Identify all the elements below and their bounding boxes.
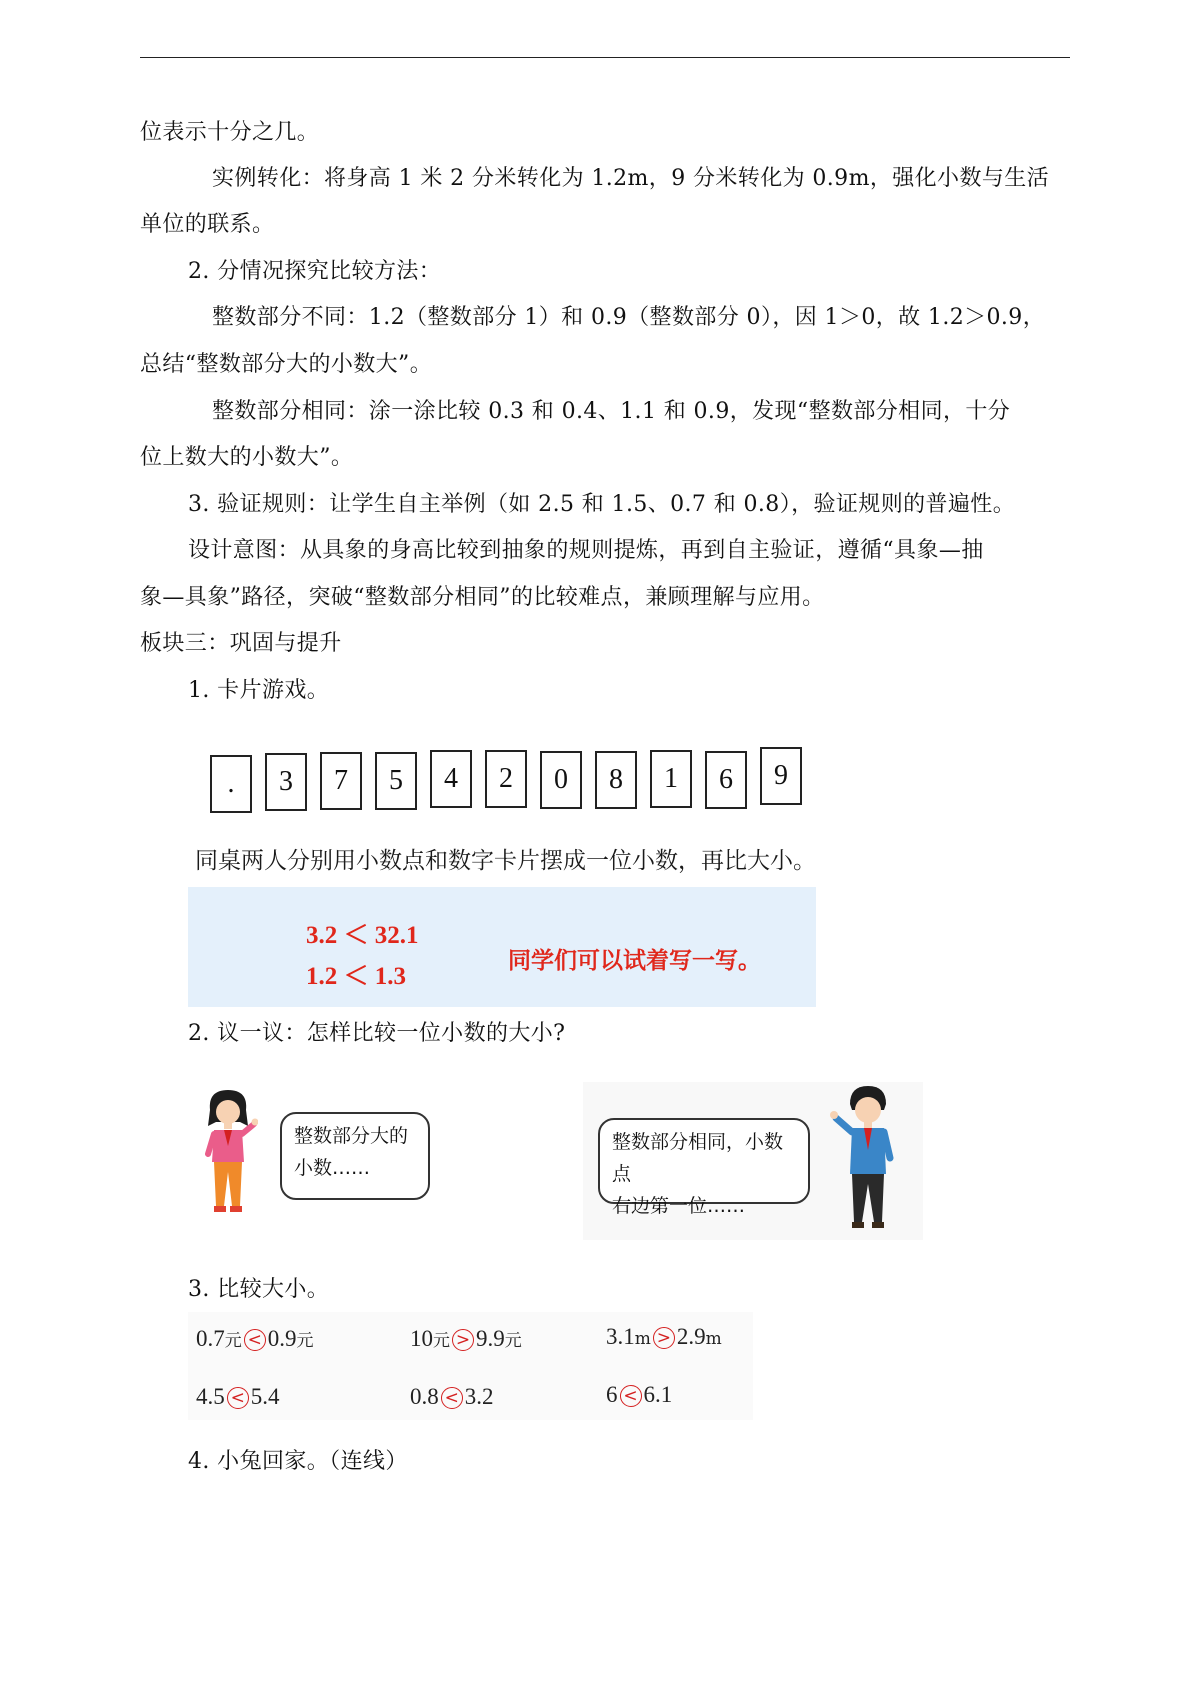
boy-illustration — [828, 1084, 900, 1234]
card: 5 — [375, 752, 417, 810]
comparison-symbol: < — [620, 1385, 642, 1407]
card: 4 — [430, 750, 472, 808]
section-title: 板块三：巩固与提升 — [140, 631, 342, 656]
card-instruction: 同桌两人分别用小数点和数字卡片摆成一位小数，再比大小。 — [195, 848, 816, 874]
girl-speech-bubble: 整数部分大的 小数…… — [280, 1112, 430, 1200]
paragraph: 实例转化：将身高 1 米 2 分米转化为 1.2m，9 分米转化为 0.9m，强化小数与生活 — [212, 166, 1050, 191]
question-heading: 2. 议一议：怎样比较一位小数的大小? — [188, 1021, 566, 1046]
header-rule — [140, 57, 1070, 58]
example-inequality: 3.2 ＜ 32.1 — [306, 922, 419, 949]
example-inequality: 1.2 ＜ 1.3 — [306, 963, 407, 990]
comparison-symbol: < — [441, 1387, 463, 1409]
girl-illustration — [198, 1088, 258, 1228]
card: 2 — [485, 750, 527, 808]
card: 6 — [705, 751, 747, 809]
comparison-symbol: > — [452, 1329, 474, 1351]
paragraph: 设计意图：从具象的身高比较到抽象的规则提炼，再到自主验证，遵循“具象—抽 — [188, 538, 984, 563]
digit-cards — [210, 750, 810, 830]
try-prompt: 同学们可以试着写一写。 — [508, 947, 761, 974]
compare-item: 10元 > 9.9元 — [410, 1326, 522, 1351]
card: 8 — [595, 751, 637, 809]
card: 0 — [540, 751, 582, 809]
compare-item: 4.5 < 5.4 — [196, 1384, 280, 1409]
card: 9 — [760, 747, 802, 805]
compare-item: 0.7元 < 0.9元 — [196, 1326, 314, 1351]
compare-item: 6 < 6.1 — [606, 1382, 673, 1407]
paragraph: 单位的联系。 — [140, 212, 275, 237]
card: . — [210, 755, 252, 813]
paragraph: 总结“整数部分大的小数大”。 — [140, 352, 433, 377]
comparison-symbol: < — [227, 1387, 249, 1409]
paragraph: 3. 验证规则：让学生自主举例（如 2.5 和 1.5、0.7 和 0.8），验证规则的普遍性。 — [188, 492, 1016, 517]
boy-speech-bubble: 整数部分相同，小数点 右边第一位…… — [598, 1118, 810, 1204]
comparison-symbol: < — [244, 1329, 266, 1351]
compare-table — [188, 1312, 753, 1420]
paragraph: 整数部分不同：1.2（整数部分 1）和 0.9（整数部分 0），因 1＞0，故 1.2＞0.9， — [212, 305, 1046, 330]
paragraph: 2. 分情况探究比较方法： — [188, 259, 442, 284]
paragraph: 1. 卡片游戏。 — [188, 678, 330, 703]
question-heading: 3. 比较大小。 — [188, 1277, 330, 1302]
paragraph: 位表示十分之几。 — [140, 120, 320, 145]
comparison-symbol: > — [653, 1327, 675, 1349]
paragraph: 位上数大的小数大”。 — [140, 445, 354, 470]
paragraph: 整数部分相同：涂一涂比较 0.3 和 0.4、1.1 和 0.9，发现“整数部分相同，十分 — [212, 399, 1011, 424]
discussion-figure — [188, 1082, 923, 1242]
example-box — [188, 887, 816, 1007]
question-heading: 4. 小兔回家。（连线） — [188, 1449, 408, 1474]
card: 1 — [650, 750, 692, 808]
compare-item: 0.8 < 3.2 — [410, 1384, 494, 1409]
card: 3 — [265, 753, 307, 811]
paragraph: 象—具象”路径，突破“整数部分相同”的比较难点，兼顾理解与应用。 — [140, 585, 825, 610]
card: 7 — [320, 752, 362, 810]
compare-item: 3.1m > 2.9m — [606, 1324, 722, 1349]
